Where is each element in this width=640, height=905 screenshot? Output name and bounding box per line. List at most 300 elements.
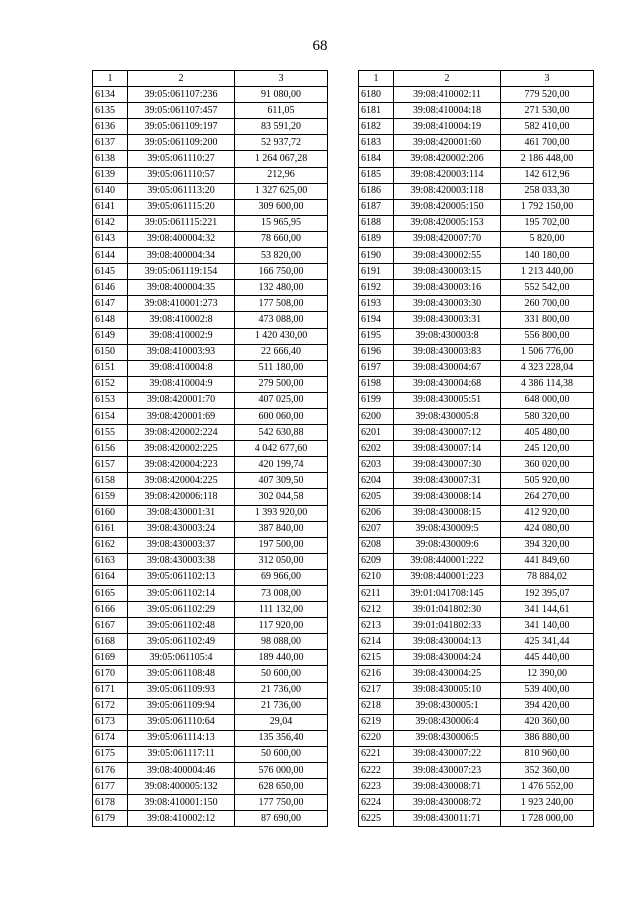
cadastral-number: 39:08:430002:55 (394, 248, 501, 264)
cadastral-value: 386 880,00 (501, 730, 594, 746)
cadastral-value: 87 690,00 (235, 811, 328, 827)
cadastral-value: 407 025,00 (235, 392, 328, 408)
table-row (93, 360, 328, 376)
row-number: 6185 (359, 167, 394, 183)
table-row (93, 730, 328, 746)
row-number: 6205 (359, 489, 394, 505)
cadastral-number: 39:08:420007:70 (394, 231, 501, 247)
table-row (93, 199, 328, 215)
table-row (359, 457, 594, 473)
cadastral-value: 78 660,00 (235, 231, 328, 247)
row-number: 6186 (359, 183, 394, 199)
row-number: 6184 (359, 151, 394, 167)
row-number: 6179 (93, 811, 128, 827)
row-number: 6138 (93, 151, 128, 167)
cadastral-value: 53 820,00 (235, 248, 328, 264)
row-number: 6187 (359, 199, 394, 215)
cadastral-value: 412 920,00 (501, 505, 594, 521)
cadastral-number: 39:08:430003:15 (394, 264, 501, 280)
cadastral-value: 445 440,00 (501, 650, 594, 666)
table-row (93, 103, 328, 119)
left-table-body (93, 87, 328, 827)
cadastral-number: 39:05:061110:57 (128, 167, 235, 183)
table-row (93, 280, 328, 296)
table-row (359, 167, 594, 183)
cadastral-value: 628 650,00 (235, 779, 328, 795)
cadastral-number: 39:08:420005:150 (394, 199, 501, 215)
cadastral-value: 177 750,00 (235, 795, 328, 811)
cadastral-value: 83 591,20 (235, 119, 328, 135)
table-row (93, 553, 328, 569)
row-number: 6213 (359, 618, 394, 634)
table-row (359, 360, 594, 376)
cadastral-number: 39:05:061109:197 (128, 119, 235, 135)
table-row (359, 408, 594, 424)
cadastral-value: 600 060,00 (235, 408, 328, 424)
table-row (359, 296, 594, 312)
table-row (93, 376, 328, 392)
header-col-1: 1 (93, 71, 128, 87)
row-number: 6218 (359, 698, 394, 714)
row-number: 6148 (93, 312, 128, 328)
header-col-2: 2 (394, 71, 501, 87)
row-number: 6191 (359, 264, 394, 280)
row-number: 6182 (359, 119, 394, 135)
table-row (93, 602, 328, 618)
cadastral-value: 2 186 448,00 (501, 151, 594, 167)
cadastral-value: 556 800,00 (501, 328, 594, 344)
table-row (93, 408, 328, 424)
table-row (359, 87, 594, 103)
cadastral-number: 39:08:420002:206 (394, 151, 501, 167)
row-number: 6158 (93, 473, 128, 489)
row-number: 6194 (359, 312, 394, 328)
table-row (359, 746, 594, 762)
cadastral-number: 39:01:041708:145 (394, 586, 501, 602)
cadastral-value: 29,04 (235, 714, 328, 730)
cadastral-number: 39:05:061102:14 (128, 586, 235, 602)
table-row (359, 344, 594, 360)
header-row (93, 71, 328, 87)
cadastral-value: 135 356,40 (235, 730, 328, 746)
cadastral-value: 1 420 430,00 (235, 328, 328, 344)
table-row (93, 666, 328, 682)
cadastral-value: 1 476 552,00 (501, 779, 594, 795)
cadastral-number: 39:08:420003:114 (394, 167, 501, 183)
cadastral-number: 39:08:410001:150 (128, 795, 235, 811)
cadastral-value: 91 080,00 (235, 87, 328, 103)
table-row (359, 650, 594, 666)
cadastral-number: 39:08:400004:46 (128, 763, 235, 779)
cadastral-value: 98 088,00 (235, 634, 328, 650)
row-number: 6162 (93, 537, 128, 553)
row-number: 6224 (359, 795, 394, 811)
table-row (359, 586, 594, 602)
cadastral-value: 352 360,00 (501, 763, 594, 779)
cadastral-number: 39:08:440001:223 (394, 569, 501, 585)
cadastral-number: 39:05:061115:20 (128, 199, 235, 215)
table-row (359, 183, 594, 199)
cadastral-number: 39:08:430008:72 (394, 795, 501, 811)
cadastral-value: 341 144,61 (501, 602, 594, 618)
row-number: 6181 (359, 103, 394, 119)
row-number: 6198 (359, 376, 394, 392)
table-row (359, 698, 594, 714)
row-number: 6171 (93, 682, 128, 698)
cadastral-number: 39:05:061110:27 (128, 151, 235, 167)
row-number: 6170 (93, 666, 128, 682)
cadastral-value: 140 180,00 (501, 248, 594, 264)
cadastral-number: 39:05:061117:11 (128, 746, 235, 762)
row-number: 6201 (359, 425, 394, 441)
row-number: 6222 (359, 763, 394, 779)
table-row (359, 264, 594, 280)
cadastral-number: 39:08:430007:23 (394, 763, 501, 779)
cadastral-value: 331 800,00 (501, 312, 594, 328)
row-number: 6176 (93, 763, 128, 779)
cadastral-value: 580 320,00 (501, 408, 594, 424)
row-number: 6221 (359, 746, 394, 762)
table-row (93, 746, 328, 762)
cadastral-number: 39:08:400005:132 (128, 779, 235, 795)
right-table-body (359, 87, 594, 827)
row-number: 6209 (359, 553, 394, 569)
row-number: 6190 (359, 248, 394, 264)
table-row (359, 231, 594, 247)
cadastral-value: 420 360,00 (501, 714, 594, 730)
table-row (93, 618, 328, 634)
row-number: 6142 (93, 215, 128, 231)
table-row (359, 505, 594, 521)
cadastral-value: 1 923 240,00 (501, 795, 594, 811)
row-number: 6174 (93, 730, 128, 746)
cadastral-value: 394 420,00 (501, 698, 594, 714)
cadastral-number: 39:05:061110:64 (128, 714, 235, 730)
row-number: 6163 (93, 553, 128, 569)
row-number: 6140 (93, 183, 128, 199)
cadastral-number: 39:08:430005:8 (394, 408, 501, 424)
header-col-1: 1 (359, 71, 394, 87)
cadastral-value: 197 500,00 (235, 537, 328, 553)
row-number: 6199 (359, 392, 394, 408)
cadastral-number: 39:08:410001:273 (128, 296, 235, 312)
row-number: 6212 (359, 602, 394, 618)
cadastral-value: 611,05 (235, 103, 328, 119)
cadastral-value: 195 702,00 (501, 215, 594, 231)
cadastral-value: 394 320,00 (501, 537, 594, 553)
header-row (359, 71, 594, 87)
cadastral-number: 39:08:430008:71 (394, 779, 501, 795)
row-number: 6165 (93, 586, 128, 602)
cadastral-number: 39:08:430004:13 (394, 634, 501, 650)
row-number: 6204 (359, 473, 394, 489)
table-row (93, 537, 328, 553)
table-row (359, 376, 594, 392)
table-row (359, 682, 594, 698)
cadastral-value: 258 033,30 (501, 183, 594, 199)
table-row (359, 441, 594, 457)
cadastral-value: 4 323 228,04 (501, 360, 594, 376)
row-number: 6149 (93, 328, 128, 344)
cadastral-number: 39:08:430004:67 (394, 360, 501, 376)
table-row (359, 730, 594, 746)
row-number: 6146 (93, 280, 128, 296)
cadastral-number: 39:05:061102:13 (128, 569, 235, 585)
table-row (359, 553, 594, 569)
row-number: 6197 (359, 360, 394, 376)
row-number: 6183 (359, 135, 394, 151)
cadastral-value: 779 520,00 (501, 87, 594, 103)
row-number: 6220 (359, 730, 394, 746)
cadastral-number: 39:08:430003:83 (394, 344, 501, 360)
row-number: 6189 (359, 231, 394, 247)
cadastral-value: 552 542,00 (501, 280, 594, 296)
row-number: 6145 (93, 264, 128, 280)
table-row (359, 135, 594, 151)
cadastral-number: 39:08:420006:118 (128, 489, 235, 505)
table-row (93, 795, 328, 811)
table-row (359, 473, 594, 489)
table-row (359, 521, 594, 537)
row-number: 6219 (359, 714, 394, 730)
table-row (359, 119, 594, 135)
cadastral-value: 387 840,00 (235, 521, 328, 537)
cadastral-value: 1 213 440,00 (501, 264, 594, 280)
cadastral-value: 50 600,00 (235, 746, 328, 762)
cadastral-number: 39:08:430003:16 (394, 280, 501, 296)
cadastral-number: 39:08:430005:10 (394, 682, 501, 698)
row-number: 6202 (359, 441, 394, 457)
table-row (359, 151, 594, 167)
row-number: 6160 (93, 505, 128, 521)
cadastral-number: 39:08:430007:30 (394, 457, 501, 473)
cadastral-value: 473 088,00 (235, 312, 328, 328)
row-number: 6135 (93, 103, 128, 119)
row-number: 6178 (93, 795, 128, 811)
cadastral-value: 132 480,00 (235, 280, 328, 296)
cadastral-number: 39:08:430007:14 (394, 441, 501, 457)
table-row (93, 634, 328, 650)
row-number: 6217 (359, 682, 394, 698)
row-number: 6153 (93, 392, 128, 408)
row-number: 6159 (93, 489, 128, 505)
cadastral-value: 177 508,00 (235, 296, 328, 312)
cadastral-number: 39:08:400004:32 (128, 231, 235, 247)
cadastral-number: 39:08:430003:38 (128, 553, 235, 569)
table-row (359, 425, 594, 441)
cadastral-number: 39:08:420004:225 (128, 473, 235, 489)
cadastral-number: 39:08:430009:6 (394, 537, 501, 553)
cadastral-number: 39:05:061109:93 (128, 682, 235, 698)
cadastral-value: 461 700,00 (501, 135, 594, 151)
header-col-3: 3 (501, 71, 594, 87)
table-row (93, 151, 328, 167)
table-row (93, 569, 328, 585)
cadastral-value: 420 199,74 (235, 457, 328, 473)
cadastral-number: 39:05:061107:236 (128, 87, 235, 103)
row-number: 6172 (93, 698, 128, 714)
table-row (359, 537, 594, 553)
cadastral-number: 39:08:420004:223 (128, 457, 235, 473)
table-row (93, 248, 328, 264)
cadastral-number: 39:08:430006:4 (394, 714, 501, 730)
cadastral-value: 50 600,00 (235, 666, 328, 682)
cadastral-number: 39:05:061105:4 (128, 650, 235, 666)
cadastral-number: 39:08:400004:35 (128, 280, 235, 296)
row-number: 6214 (359, 634, 394, 650)
row-number: 6173 (93, 714, 128, 730)
table-row (359, 489, 594, 505)
table-row (359, 328, 594, 344)
cadastral-number: 39:08:430008:15 (394, 505, 501, 521)
cadastral-number: 39:08:420003:118 (394, 183, 501, 199)
cadastral-number: 39:08:420005:153 (394, 215, 501, 231)
table-row (359, 779, 594, 795)
row-number: 6203 (359, 457, 394, 473)
row-number: 6154 (93, 408, 128, 424)
cadastral-number: 39:05:061115:221 (128, 215, 235, 231)
table-row (93, 425, 328, 441)
left-table (92, 70, 328, 827)
cadastral-value: 271 530,00 (501, 103, 594, 119)
row-number: 6168 (93, 634, 128, 650)
row-number: 6225 (359, 811, 394, 827)
cadastral-number: 39:08:430007:12 (394, 425, 501, 441)
cadastral-value: 189 440,00 (235, 650, 328, 666)
row-number: 6156 (93, 441, 128, 457)
table-row (93, 296, 328, 312)
cadastral-number: 39:08:430005:1 (394, 698, 501, 714)
row-number: 6139 (93, 167, 128, 183)
cadastral-value: 73 008,00 (235, 586, 328, 602)
cadastral-value: 312 050,00 (235, 553, 328, 569)
table-row (93, 489, 328, 505)
cadastral-value: 142 612,96 (501, 167, 594, 183)
cadastral-number: 39:08:430011:71 (394, 811, 501, 827)
row-number: 6211 (359, 586, 394, 602)
cadastral-value: 1 792 150,00 (501, 199, 594, 215)
row-number: 6136 (93, 119, 128, 135)
row-number: 6180 (359, 87, 394, 103)
row-number: 6167 (93, 618, 128, 634)
row-number: 6208 (359, 537, 394, 553)
cadastral-number: 39:08:420001:70 (128, 392, 235, 408)
cadastral-value: 78 884,02 (501, 569, 594, 585)
cadastral-value: 21 736,00 (235, 698, 328, 714)
cadastral-value: 341 140,00 (501, 618, 594, 634)
row-number: 6144 (93, 248, 128, 264)
cadastral-value: 1 264 067,28 (235, 151, 328, 167)
table-row (93, 586, 328, 602)
cadastral-value: 441 849,60 (501, 553, 594, 569)
table-row (93, 264, 328, 280)
table-row (93, 167, 328, 183)
table-row (359, 199, 594, 215)
cadastral-number: 39:08:430003:31 (394, 312, 501, 328)
row-number: 6161 (93, 521, 128, 537)
cadastral-number: 39:08:430003:24 (128, 521, 235, 537)
row-number: 6169 (93, 650, 128, 666)
cadastral-number: 39:05:061114:13 (128, 730, 235, 746)
cadastral-value: 424 080,00 (501, 521, 594, 537)
table-row (93, 811, 328, 827)
cadastral-value: 264 270,00 (501, 489, 594, 505)
table-row (93, 473, 328, 489)
cadastral-value: 1 728 000,00 (501, 811, 594, 827)
row-number: 6157 (93, 457, 128, 473)
table-row (359, 569, 594, 585)
cadastral-number: 39:08:430003:30 (394, 296, 501, 312)
cadastral-value: 425 341,44 (501, 634, 594, 650)
table-row (93, 763, 328, 779)
row-number: 6147 (93, 296, 128, 312)
cadastral-number: 39:08:420002:225 (128, 441, 235, 457)
cadastral-number: 39:08:410004:18 (394, 103, 501, 119)
cadastral-number: 39:05:061102:48 (128, 618, 235, 634)
cadastral-value: 4 042 677,60 (235, 441, 328, 457)
cadastral-number: 39:08:430004:25 (394, 666, 501, 682)
row-number: 6143 (93, 231, 128, 247)
cadastral-number: 39:05:061109:200 (128, 135, 235, 151)
cadastral-number: 39:08:400004:34 (128, 248, 235, 264)
cadastral-number: 39:08:430007:31 (394, 473, 501, 489)
cadastral-value: 582 410,00 (501, 119, 594, 135)
row-number: 6196 (359, 344, 394, 360)
cadastral-value: 52 937,72 (235, 135, 328, 151)
row-number: 6188 (359, 215, 394, 231)
cadastral-number: 39:08:420001:69 (128, 408, 235, 424)
row-number: 6155 (93, 425, 128, 441)
cadastral-number: 39:05:061113:20 (128, 183, 235, 199)
row-number: 6195 (359, 328, 394, 344)
table-row (93, 344, 328, 360)
row-number: 6210 (359, 569, 394, 585)
table-row (93, 231, 328, 247)
row-number: 6207 (359, 521, 394, 537)
cadastral-number: 39:08:430001:31 (128, 505, 235, 521)
cadastral-value: 309 600,00 (235, 199, 328, 215)
cadastral-value: 1 327 625,00 (235, 183, 328, 199)
table-row (93, 698, 328, 714)
row-number: 6152 (93, 376, 128, 392)
cadastral-number: 39:08:440001:222 (394, 553, 501, 569)
table-row (359, 666, 594, 682)
table-row (93, 650, 328, 666)
cadastral-number: 39:08:430008:14 (394, 489, 501, 505)
cadastral-number: 39:08:430007:22 (394, 746, 501, 762)
cadastral-number: 39:08:430003:8 (394, 328, 501, 344)
header-col-2: 2 (128, 71, 235, 87)
cadastral-value: 1 393 920,00 (235, 505, 328, 521)
row-number: 6192 (359, 280, 394, 296)
cadastral-number: 39:08:430003:37 (128, 537, 235, 553)
cadastral-value: 407 309,50 (235, 473, 328, 489)
table-row (359, 602, 594, 618)
cadastral-value: 511 180,00 (235, 360, 328, 376)
cadastral-value: 117 920,00 (235, 618, 328, 634)
cadastral-value: 192 395,07 (501, 586, 594, 602)
cadastral-value: 539 400,00 (501, 682, 594, 698)
row-number: 6141 (93, 199, 128, 215)
row-number: 6175 (93, 746, 128, 762)
table-row (359, 215, 594, 231)
table-row (93, 215, 328, 231)
row-number: 6200 (359, 408, 394, 424)
table-row (93, 328, 328, 344)
cadastral-number: 39:08:430004:68 (394, 376, 501, 392)
cadastral-value: 5 820,00 (501, 231, 594, 247)
cadastral-number: 39:05:061107:457 (128, 103, 235, 119)
